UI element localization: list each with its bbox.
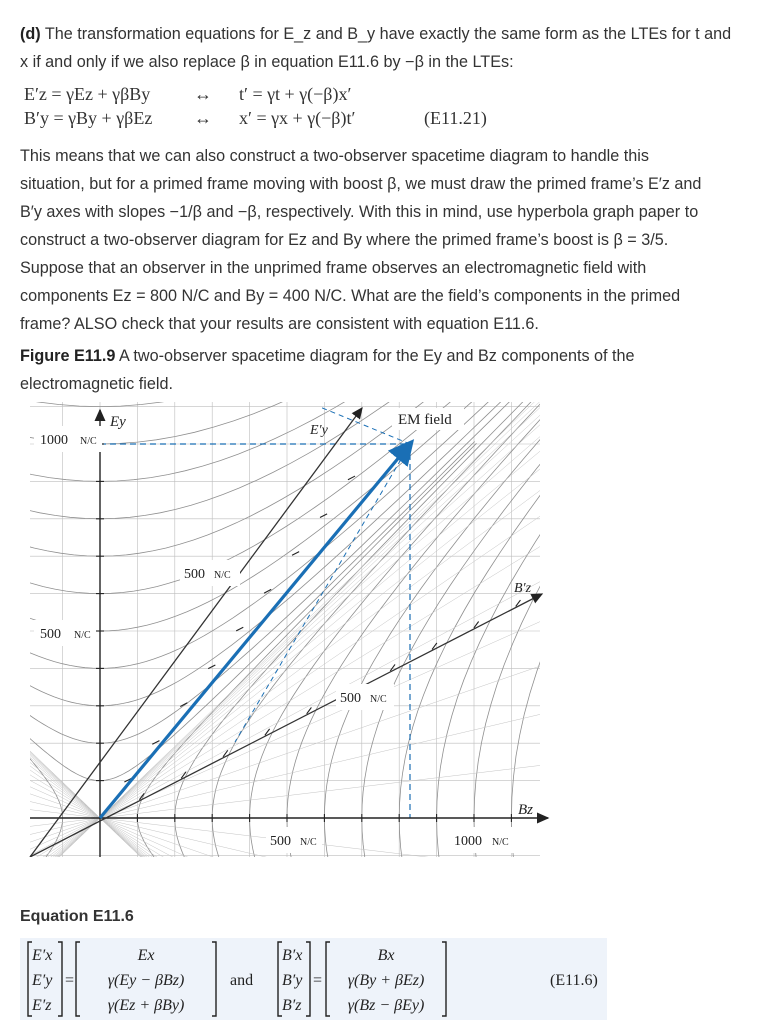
- units-label: N/C: [370, 694, 387, 705]
- tick-mark: [236, 627, 243, 631]
- part-d-line1: The transformation equations for E_z and B_y have exactly the same form as the LTEs for t and: [44, 25, 732, 43]
- equals-sign: =: [313, 972, 323, 989]
- tick-mark: [292, 552, 299, 556]
- tick-label-500-bz-prime: 500: [340, 691, 361, 706]
- ey-axis-label: Ey: [110, 414, 126, 430]
- e-rhs-z: γ(Ez + βBy): [107, 997, 185, 1014]
- paragraph-2: [20, 142, 701, 338]
- part-d-text: (d) The transformation equations for E_z and B_y have exactly the same form as the LTEs for t and x if and only if we also replace β in equation E11.6 by −β in the LTEs:: [20, 20, 731, 76]
- equiv-arrow: ↔: [194, 108, 212, 128]
- p2-line: construct a two-observer diagram for Ez and By where the primed frame’s boost is β = 3/5.: [20, 231, 669, 249]
- b-rhs-z: γ(Bz − βEy): [347, 997, 425, 1014]
- units-label: N/C: [492, 837, 509, 848]
- tick-label-500-y: 500: [40, 627, 61, 642]
- grid-line: [212, 402, 550, 857]
- grid-line: [20, 442, 475, 781]
- eq-by-prime: B′y = γBy + γβEz: [24, 108, 153, 128]
- caption-line: electromagnetic field.: [20, 375, 173, 393]
- p2-line: B′y axes with slopes −1/β and −β, respectively. With this in mind, use hyperbola graph paper to: [20, 203, 699, 221]
- tick-label-1000-x: 1000: [454, 834, 482, 849]
- tick-mark: [320, 514, 327, 518]
- grid-line: [137, 443, 476, 857]
- p2-line: Suppose that an observer in the unprimed frame observes an electromagnetic field with: [20, 259, 647, 277]
- units-label: N/C: [214, 570, 231, 581]
- grid-line: [20, 402, 25, 857]
- eq-t-prime: t′ = γt + γ(−β)x′: [239, 84, 352, 104]
- grid-line: [250, 402, 550, 857]
- two-observer-diagram: [20, 402, 550, 857]
- tick-label-1000-y: 1000: [40, 433, 68, 448]
- ey-prime-label: E′y: [310, 423, 328, 438]
- e-rhs-x: Ex: [137, 947, 155, 964]
- bz-axis-label: Bz: [518, 802, 533, 818]
- p2-line: components Ez = 800 N/C and By = 400 N/C. What are the field’s components in the primed: [20, 287, 681, 305]
- tick-label-500-x: 500: [270, 834, 291, 849]
- b-prime-z: B′z: [282, 997, 302, 1014]
- e-rhs-y: γ(Ey − βBz): [107, 972, 185, 989]
- grid-line: [549, 402, 550, 857]
- grid-line: [324, 402, 550, 857]
- b-prime-x: B′x: [282, 947, 303, 964]
- tick-mark: [152, 741, 159, 745]
- b-rhs-y: γ(By + βEz): [347, 972, 425, 989]
- equation-number: (E11.21): [424, 108, 487, 128]
- eq-ez-prime: E′z = γEz + γβBy: [24, 84, 151, 104]
- tick-label-500-ey-prime: 500: [184, 567, 205, 582]
- units-label: N/C: [80, 436, 97, 447]
- and-word: and: [230, 972, 254, 989]
- caption-line: A two-observer spacetime diagram for the Ey and Bz components of the: [118, 347, 635, 365]
- e-prime-y: E′y: [32, 972, 53, 989]
- equation-number: (E11.6): [550, 972, 598, 989]
- p2-line: frame? ALSO check that your results are consistent with equation E11.6.: [20, 315, 539, 333]
- grid-line: [20, 443, 63, 857]
- matrix-equation: [20, 938, 607, 1020]
- grid-line: [175, 402, 550, 857]
- figure-caption: Figure E11.9 A two-observer spacetime diagram for the Ey and Bz components of the electromagnetic field.: [20, 342, 635, 398]
- equation-title: Equation E11.6: [20, 908, 134, 925]
- b-rhs-x: Bx: [377, 947, 395, 964]
- equiv-arrow: ↔: [194, 84, 212, 104]
- em-field-label: EM field: [398, 412, 452, 428]
- b-prime-y: B′y: [282, 972, 303, 989]
- equation-e11-6-box: [20, 938, 607, 1020]
- e-prime-x: E′x: [32, 947, 53, 964]
- eq-x-prime: x′ = γx + γ(−β)t′: [239, 108, 356, 128]
- part-d-line2: x if and only if we also replace β in equation E11.6 by −β in the LTEs:: [20, 53, 514, 71]
- equals-sign: =: [65, 972, 75, 989]
- e-prime-z: E′z: [32, 997, 52, 1014]
- p2-line: situation, but for a primed frame moving with boost β, we must draw the primed frame’s E′z and: [20, 175, 702, 193]
- p2-line: This means that we can also construct a two-observer spacetime diagram to handle this: [20, 147, 649, 165]
- grid-line: [399, 402, 550, 857]
- units-label: N/C: [300, 837, 317, 848]
- units-label: N/C: [74, 630, 91, 641]
- bz-prime-label: B′z: [514, 581, 532, 596]
